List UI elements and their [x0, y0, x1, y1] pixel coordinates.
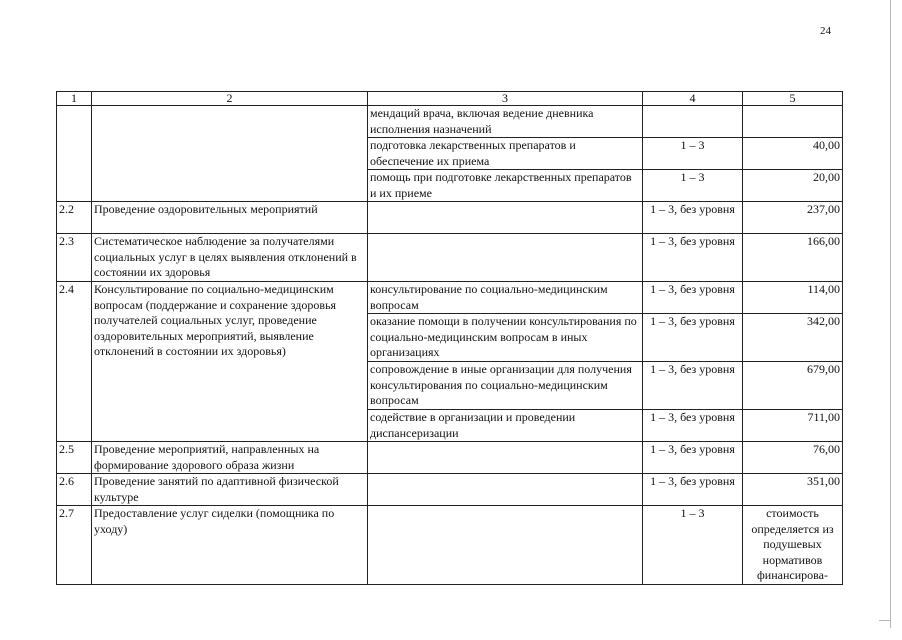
row-number-cell: 2.3 [57, 234, 92, 282]
page-edge-tick [879, 620, 891, 621]
level-cell: 1 – 3, без уровня [643, 202, 743, 234]
price-cell: 237,00 [743, 202, 843, 234]
price-cell: 351,00 [743, 474, 843, 506]
price-cell [743, 106, 843, 138]
level-cell: 1 – 3 [643, 138, 743, 170]
level-cell: 1 – 3, без уровня [643, 314, 743, 362]
level-cell: 1 – 3, без уровня [643, 410, 743, 442]
level-cell: 1 – 3, без уровня [643, 474, 743, 506]
price-cell: 114,00 [743, 282, 843, 314]
subservice-cell: помощь при подготовке лекарственных препаратов и их приеме [368, 170, 643, 202]
table-header-row [57, 92, 843, 106]
page-number: 24 [820, 25, 831, 37]
table-row [57, 442, 843, 474]
subservice-cell [368, 506, 643, 585]
subservice-cell [368, 202, 643, 234]
column-header: 3 [368, 92, 643, 106]
service-name-cell: Проведение оздоровительных мероприятий [92, 202, 368, 234]
subservice-cell [368, 234, 643, 282]
table-row [57, 106, 843, 138]
subservice-cell: консультирование по социально-медицинским вопросам [368, 282, 643, 314]
level-cell: 1 – 3, без уровня [643, 442, 743, 474]
price-cell: стоимость определяется из подушевых нормативов финансирова- [743, 506, 843, 585]
price-cell: 76,00 [743, 442, 843, 474]
level-cell: 1 – 3, без уровня [643, 234, 743, 282]
service-name-cell: Предоставление услуг сиделки (помощника по уходу) [92, 506, 368, 585]
subservice-cell: оказание помощи в получении консультирования по социально-медицинским вопросам в иных организациях [368, 314, 643, 362]
table-row [57, 506, 843, 585]
column-header: 5 [743, 92, 843, 106]
row-number-cell: 2.5 [57, 442, 92, 474]
level-cell: 1 – 3 [643, 170, 743, 202]
row-number-cell: 2.2 [57, 202, 92, 234]
level-cell: 1 – 3 [643, 506, 743, 585]
subservice-cell: сопровождение в иные организации для получения консультирования по социально-медицинским вопросам [368, 362, 643, 410]
price-cell: 342,00 [743, 314, 843, 362]
level-cell: 1 – 3, без уровня [643, 362, 743, 410]
service-name-cell: Систематическое наблюдение за получателями социальных услуг в целях выявления отклонений в состоянии их здоровья [92, 234, 368, 282]
table-row [57, 282, 843, 314]
subservice-cell: содействие в организации и проведении диспансеризации [368, 410, 643, 442]
subservice-cell: мендаций врача, включая ведение дневника исполнения назначений [368, 106, 643, 138]
service-name-cell: Проведение занятий по адаптивной физической культуре [92, 474, 368, 506]
column-header: 4 [643, 92, 743, 106]
subservice-cell [368, 442, 643, 474]
price-cell: 166,00 [743, 234, 843, 282]
row-number-cell: 2.7 [57, 506, 92, 585]
price-cell: 711,00 [743, 410, 843, 442]
subservice-cell [368, 474, 643, 506]
tariff-table [56, 91, 843, 585]
table-row [57, 474, 843, 506]
page-edge-line [890, 0, 891, 628]
level-cell [643, 106, 743, 138]
service-name-cell: Проведение мероприятий, направленных на формирование здорового образа жизни [92, 442, 368, 474]
service-name-cell [92, 106, 368, 202]
table-row [57, 234, 843, 282]
price-cell: 679,00 [743, 362, 843, 410]
service-name-cell: Консультирование по социально-медицинским вопросам (поддержание и сохранение здоровья получателей социальных услуг, проведение оздоровительных мероприятий, выявление отклонений в состоянии их здоровья) [92, 282, 368, 442]
level-cell: 1 – 3, без уровня [643, 282, 743, 314]
row-number-cell [57, 106, 92, 202]
column-header: 1 [57, 92, 92, 106]
price-cell: 40,00 [743, 138, 843, 170]
table-row [57, 202, 843, 234]
row-number-cell: 2.4 [57, 282, 92, 442]
row-number-cell: 2.6 [57, 474, 92, 506]
price-cell: 20,00 [743, 170, 843, 202]
subservice-cell: подготовка лекарственных препаратов и обеспечение их приема [368, 138, 643, 170]
column-header: 2 [92, 92, 368, 106]
